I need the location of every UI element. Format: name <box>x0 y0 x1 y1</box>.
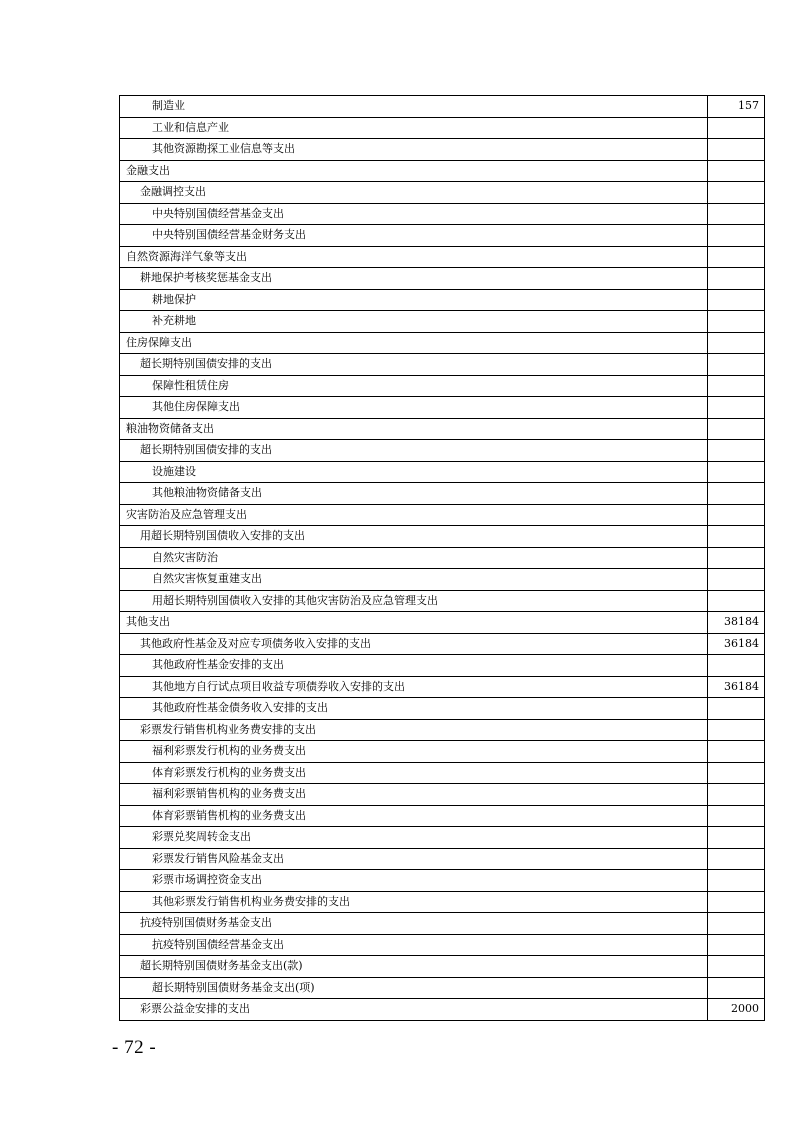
table-row <box>120 934 765 956</box>
amount-cell <box>708 934 765 956</box>
item-name-cell: 中央特别国债经营基金支出 <box>120 203 708 225</box>
table-row <box>120 698 765 720</box>
item-name-cell: 住房保障支出 <box>120 332 708 354</box>
table-row <box>120 354 765 376</box>
table-row <box>120 719 765 741</box>
item-name-cell: 福利彩票销售机构的业务费支出 <box>120 784 708 806</box>
amount-cell: 2000 <box>708 999 765 1021</box>
table-row <box>120 848 765 870</box>
amount-cell <box>708 762 765 784</box>
item-name-cell: 其他政府性基金安排的支出 <box>120 655 708 677</box>
table-row <box>120 569 765 591</box>
table-row <box>120 504 765 526</box>
item-name-cell: 体育彩票发行机构的业务费支出 <box>120 762 708 784</box>
amount-cell <box>708 182 765 204</box>
amount-cell <box>708 956 765 978</box>
item-name-cell: 体育彩票销售机构的业务费支出 <box>120 805 708 827</box>
table-row <box>120 418 765 440</box>
table-row <box>120 891 765 913</box>
table-row <box>120 547 765 569</box>
amount-cell: 157 <box>708 96 765 118</box>
item-name-cell: 保障性租赁住房 <box>120 375 708 397</box>
table-row <box>120 461 765 483</box>
amount-cell <box>708 698 765 720</box>
table-row <box>120 397 765 419</box>
item-name-cell: 抗疫特别国债经营基金支出 <box>120 934 708 956</box>
table-row <box>120 203 765 225</box>
item-name-cell: 用超长期特别国债收入安排的支出 <box>120 526 708 548</box>
amount-cell <box>708 160 765 182</box>
amount-cell <box>708 547 765 569</box>
amount-cell <box>708 289 765 311</box>
table-row <box>120 526 765 548</box>
item-name-cell: 彩票公益金安排的支出 <box>120 999 708 1021</box>
table-row <box>120 182 765 204</box>
item-name-cell: 用超长期特别国债收入安排的其他灾害防治及应急管理支出 <box>120 590 708 612</box>
item-name-cell: 工业和信息产业 <box>120 117 708 139</box>
amount-cell <box>708 784 765 806</box>
amount-cell <box>708 741 765 763</box>
item-name-cell: 粮油物资储备支出 <box>120 418 708 440</box>
table-row <box>120 805 765 827</box>
amount-cell <box>708 268 765 290</box>
item-name-cell: 设施建设 <box>120 461 708 483</box>
table-row <box>120 913 765 935</box>
amount-cell <box>708 203 765 225</box>
item-name-cell: 制造业 <box>120 96 708 118</box>
item-name-cell: 超长期特别国债财务基金支出(项) <box>120 977 708 999</box>
amount-cell <box>708 655 765 677</box>
table-row <box>120 96 765 118</box>
table-row <box>120 311 765 333</box>
table-row <box>120 784 765 806</box>
amount-cell <box>708 805 765 827</box>
amount-cell <box>708 418 765 440</box>
table-row <box>120 225 765 247</box>
amount-cell <box>708 504 765 526</box>
table-row <box>120 633 765 655</box>
table-row <box>120 655 765 677</box>
table-row <box>120 999 765 1021</box>
budget-table <box>119 95 765 1021</box>
item-name-cell: 其他地方自行试点项目收益专项债券收入安排的支出 <box>120 676 708 698</box>
item-name-cell: 其他政府性基金债务收入安排的支出 <box>120 698 708 720</box>
table-row <box>120 440 765 462</box>
amount-cell <box>708 913 765 935</box>
table-row <box>120 139 765 161</box>
table-row <box>120 956 765 978</box>
table-row <box>120 741 765 763</box>
item-name-cell: 超长期特别国债安排的支出 <box>120 354 708 376</box>
item-name-cell: 其他住房保障支出 <box>120 397 708 419</box>
amount-cell <box>708 246 765 268</box>
page-number: - 72 - <box>112 1037 157 1058</box>
item-name-cell: 自然资源海洋气象等支出 <box>120 246 708 268</box>
item-name-cell: 其他资源勘探工业信息等支出 <box>120 139 708 161</box>
table-body <box>120 96 765 1021</box>
item-name-cell: 彩票发行销售风险基金支出 <box>120 848 708 870</box>
item-name-cell: 其他粮油物资储备支出 <box>120 483 708 505</box>
item-name-cell: 超长期特别国债安排的支出 <box>120 440 708 462</box>
amount-cell <box>708 590 765 612</box>
item-name-cell: 抗疫特别国债财务基金支出 <box>120 913 708 935</box>
amount-cell <box>708 332 765 354</box>
amount-cell <box>708 827 765 849</box>
amount-cell: 36184 <box>708 676 765 698</box>
amount-cell <box>708 719 765 741</box>
item-name-cell: 自然灾害防治 <box>120 547 708 569</box>
amount-cell <box>708 483 765 505</box>
table-row <box>120 332 765 354</box>
item-name-cell: 自然灾害恢复重建支出 <box>120 569 708 591</box>
table-row <box>120 289 765 311</box>
amount-cell <box>708 440 765 462</box>
table-row <box>120 483 765 505</box>
amount-cell: 36184 <box>708 633 765 655</box>
item-name-cell: 彩票市场调控资金支出 <box>120 870 708 892</box>
item-name-cell: 耕地保护考核奖惩基金支出 <box>120 268 708 290</box>
table-row <box>120 612 765 634</box>
amount-cell <box>708 311 765 333</box>
amount-cell <box>708 891 765 913</box>
amount-cell <box>708 225 765 247</box>
amount-cell <box>708 526 765 548</box>
item-name-cell: 灾害防治及应急管理支出 <box>120 504 708 526</box>
item-name-cell: 彩票发行销售机构业务费安排的支出 <box>120 719 708 741</box>
item-name-cell: 福利彩票发行机构的业务费支出 <box>120 741 708 763</box>
item-name-cell: 补充耕地 <box>120 311 708 333</box>
table-row <box>120 977 765 999</box>
item-name-cell: 超长期特别国债财务基金支出(款) <box>120 956 708 978</box>
amount-cell <box>708 569 765 591</box>
amount-cell <box>708 354 765 376</box>
item-name-cell: 其他政府性基金及对应专项债务收入安排的支出 <box>120 633 708 655</box>
item-name-cell: 其他彩票发行销售机构业务费安排的支出 <box>120 891 708 913</box>
amount-cell <box>708 397 765 419</box>
item-name-cell: 金融支出 <box>120 160 708 182</box>
amount-cell <box>708 977 765 999</box>
amount-cell <box>708 375 765 397</box>
item-name-cell: 耕地保护 <box>120 289 708 311</box>
table-row <box>120 375 765 397</box>
item-name-cell: 金融调控支出 <box>120 182 708 204</box>
table-row <box>120 676 765 698</box>
item-name-cell: 彩票兑奖周转金支出 <box>120 827 708 849</box>
amount-cell <box>708 461 765 483</box>
table-row <box>120 827 765 849</box>
table-row <box>120 246 765 268</box>
item-name-cell: 中央特别国债经营基金财务支出 <box>120 225 708 247</box>
table-row <box>120 590 765 612</box>
amount-cell <box>708 139 765 161</box>
table-row <box>120 268 765 290</box>
amount-cell <box>708 117 765 139</box>
amount-cell <box>708 848 765 870</box>
amount-cell: 38184 <box>708 612 765 634</box>
table-row <box>120 762 765 784</box>
table-row <box>120 870 765 892</box>
item-name-cell: 其他支出 <box>120 612 708 634</box>
amount-cell <box>708 870 765 892</box>
table-row <box>120 160 765 182</box>
table-row <box>120 117 765 139</box>
